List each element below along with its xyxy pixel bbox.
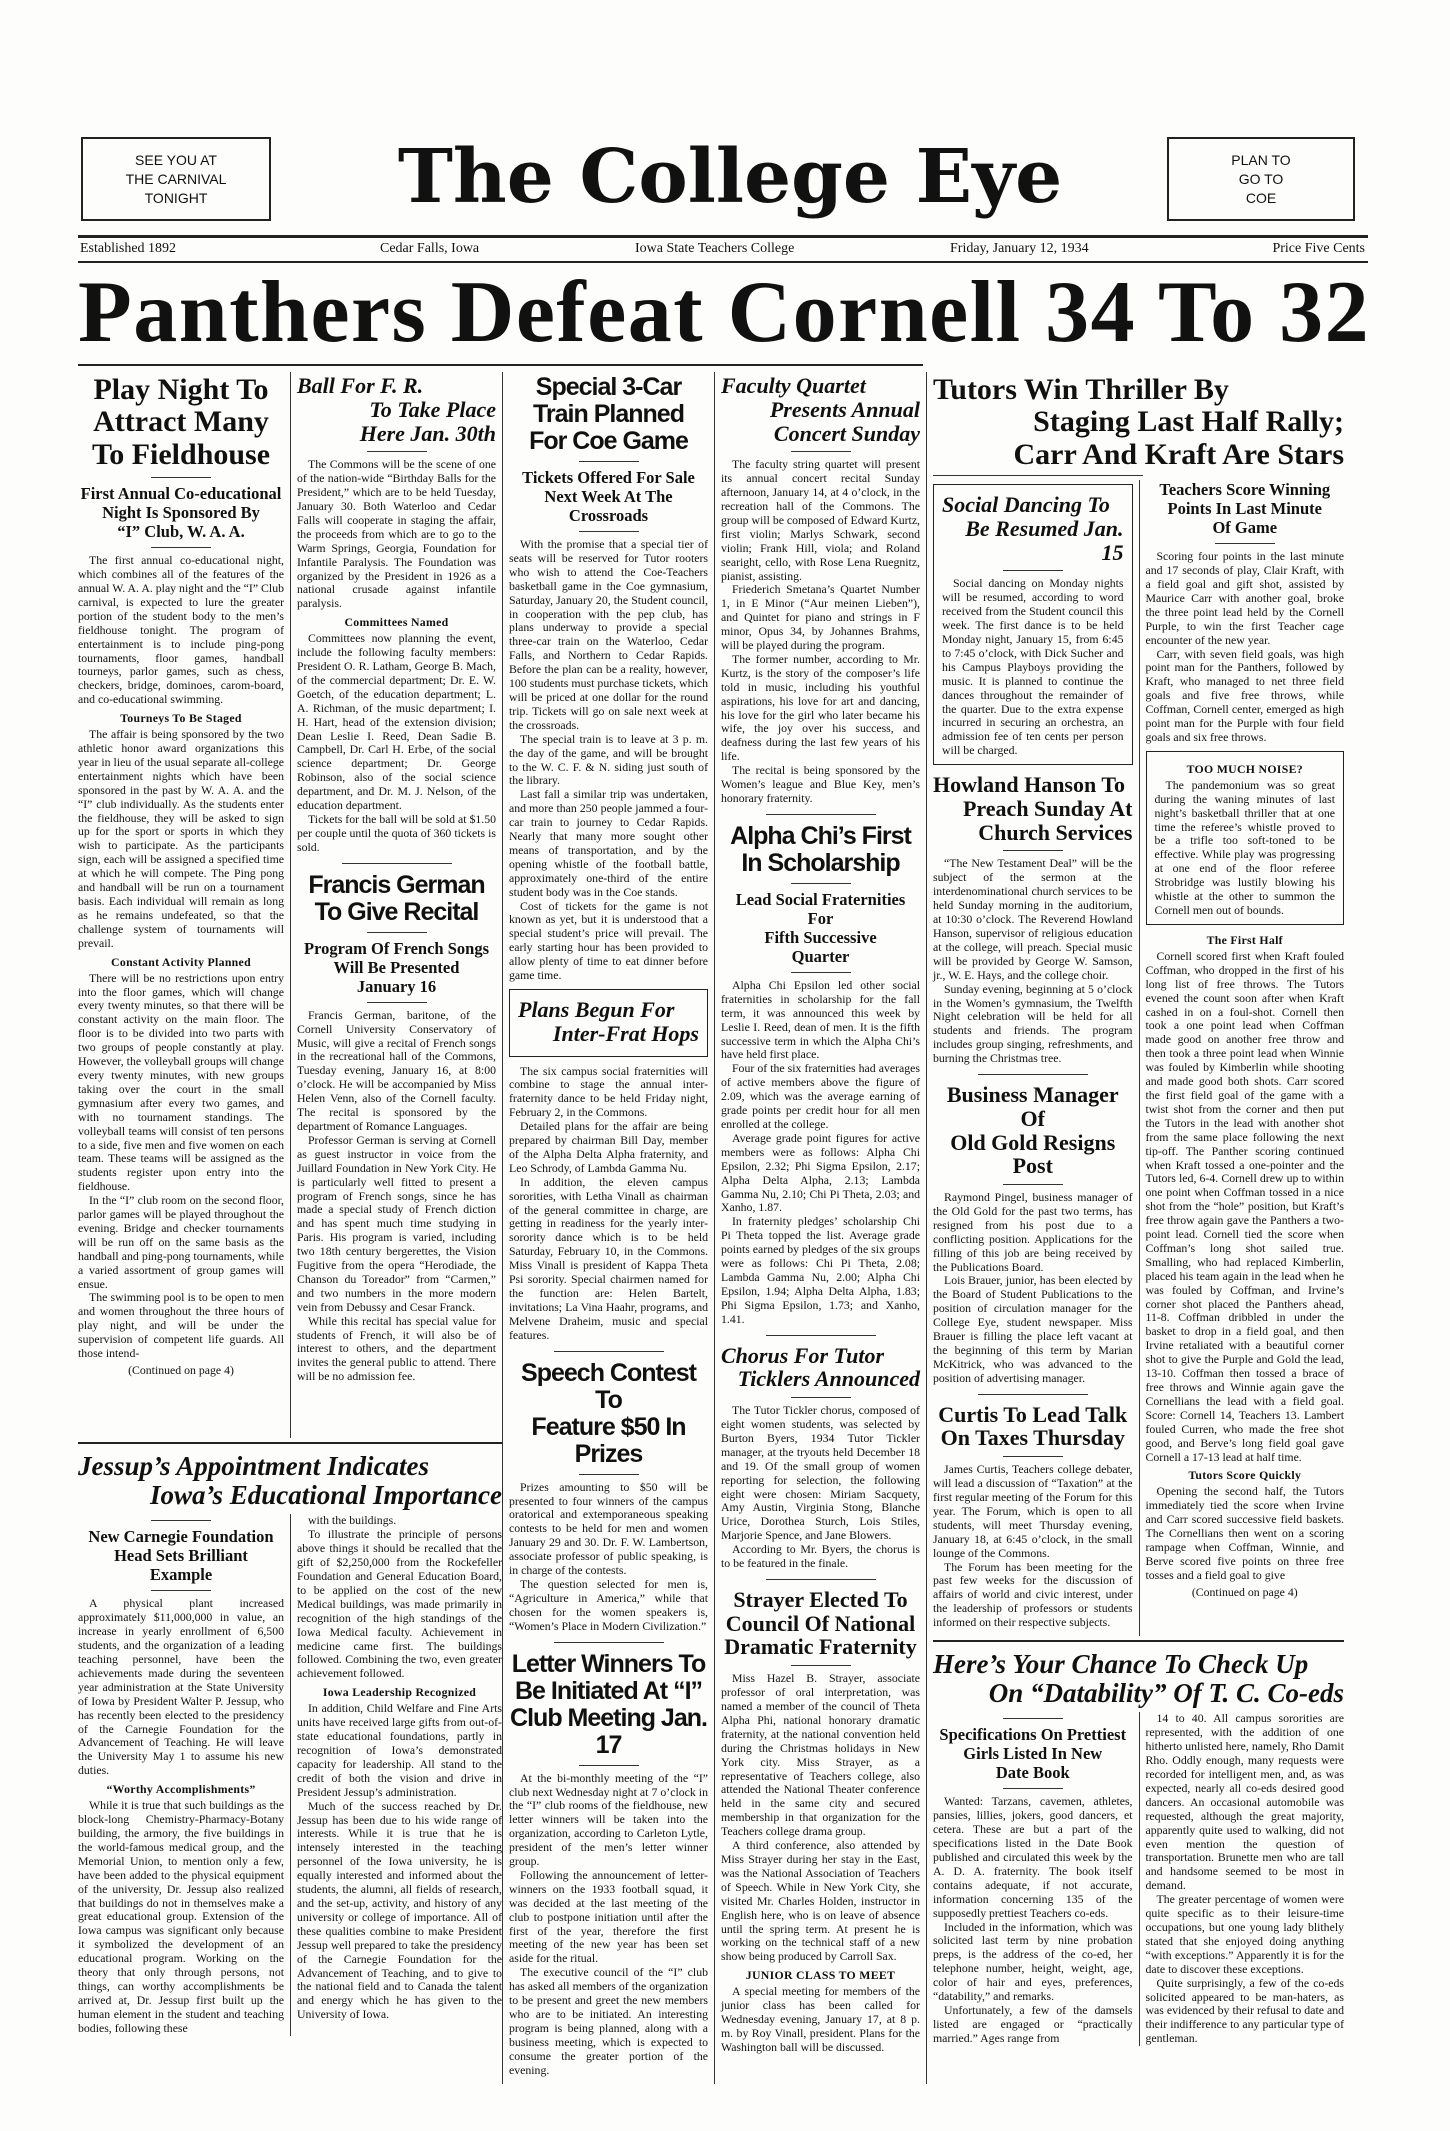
article-play-night (78, 374, 284, 1377)
body-paragraph: The swimming pool is to be open to men and women throughout the three hours of play night, and will be under the supervision of competent life guards. All those intend- (78, 1290, 284, 1361)
divider-rule (791, 883, 851, 884)
divider-rule (791, 1665, 851, 1666)
headline-line: On “Datability” Of T. C. Co-eds (988, 1678, 1344, 1709)
headline-line: Social Dancing To (942, 492, 1110, 518)
headline (78, 374, 284, 471)
subheadline-line: Of Game (1212, 518, 1278, 538)
headline-line: Special 3-Car (535, 373, 682, 401)
divider-rule (151, 547, 211, 548)
headline (942, 493, 1124, 564)
subheadline (721, 890, 920, 966)
subheadline-line: New Carnegie Foundation (88, 1527, 274, 1547)
divider-rule (151, 477, 211, 478)
article-datability-headline (933, 1650, 1344, 1708)
subheadline-line: Example (149, 1565, 213, 1585)
subheadline-line: Lead Social Fraternities For (735, 889, 906, 928)
body-paragraph: Sunday evening, beginning at 5 o’clock in the Women’s gymnasium, the Twelfth Night celebration will be held for all students and friends. The program includes group singing, refreshments, and burning the Christmas tree. (933, 981, 1133, 1066)
body-paragraph: Scoring four points in the last minute and 17 seconds of play, Clair Kraft, with a field goal and gift shot, assisted by Maurice Carr with another goal, broke the three point lead held by the Cornell Purple, to win the first Teacher cage encounter of the new year. (1145, 549, 1344, 647)
headline-line: To Take Place (369, 396, 496, 422)
headline-line: Old Gold Resigns Post (950, 1129, 1116, 1179)
subheadline-line: Night Is Sponsored By (102, 503, 260, 523)
city: Cedar Falls, Iowa (380, 241, 480, 256)
jessup-columns (78, 1514, 502, 2035)
body-paragraph: The recital is being sponsored by the Women’s league and Blue Key, men’s honorary fraternity. (721, 763, 920, 805)
newspaper-nameplate: The College Eye (397, 134, 1063, 220)
ear-left-line: SEE YOU AT (135, 151, 217, 168)
subheadline-line: Head Sets Brilliant (114, 1546, 248, 1566)
headline-line: Ball For F. R. (297, 373, 424, 398)
jessup-section (78, 1442, 502, 2083)
banner-headline: Panthers Defeat Cornell 34 To 32 (78, 264, 1371, 361)
section-subhead: Tutors Score Quickly (1188, 1468, 1302, 1483)
headline-line: Attract Many (93, 405, 269, 439)
ear-left-line: TONIGHT (144, 189, 208, 206)
dateline (80, 240, 1365, 258)
headline-line: Here Jan. 30th (359, 420, 496, 446)
body-paragraph: According to Mr. Byers, the chorus is to be featured in the finale. (721, 1542, 920, 1571)
headline-line: Speech Contest To (521, 1358, 696, 1414)
body-paragraph: Friederich Smetana’s Quartet Number 1, in E Minor (“Aur meinen Lieben”), and Quintet for piano and strings in F minor, Opus 34, by Johannes Brahms, will be played during the program. (721, 582, 920, 653)
body-paragraph: The special train is to leave at 3 p. m. the day of the game, and will be brought to the W. C. F. & N. siding just south of the library. (509, 731, 708, 788)
columns-area (78, 372, 1350, 2084)
headline-line: Francis German (308, 870, 485, 899)
divider-rule (1003, 1184, 1063, 1185)
headline-line: Ticklers Announced (737, 1366, 920, 1392)
body-paragraph: The executive council of the “I” club has asked all members of the organization to be present and greet the new members who are to be initiated. An interesting program is being planned, along with a business meeting, which is expected to consume the greater portion of the evening. (509, 1965, 708, 2077)
body-paragraph: At the bi-monthly meeting of the “I” club next Wednesday night at 7 o’clock in the “I” club rooms of the fieldhouse, new letter winners will be taken into the organization, according to Carleton Lytle, president of the men’s letter winner group. (509, 1770, 708, 1869)
school-name: Iowa State Teachers College (635, 241, 795, 256)
headline-line: Plans Begun For (518, 997, 675, 1022)
body-paragraph: In addition, the eleven campus sororities, with Letha Vinall as chairman of the general committee in charge, are getting in readiness for the yearly inter-sorority dance which is to be held Saturday, February 10, in the Commons. Miss Vinall is president of Kappa Theta Psi sorority. Special chairmen named for the function are: Helen Bartelt, invitations; La Vina Haahr, programs, and Melvene Draheim, music and special features. (509, 1174, 708, 1342)
headline-line: Carr And Kraft Are Stars (1013, 437, 1344, 471)
divider-rule (1003, 1456, 1063, 1457)
subheadline-line: “I” Club, W. A. A. (117, 522, 245, 542)
headline-line: Staging Last Half Rally; (1033, 405, 1344, 439)
body-paragraph: Wanted: Tarzans, cavemen, athletes, pansies, lillies, jokers, good dancers, et cetera. These are but a part of the specifications listed in the Date Book published and circulated this week by the A. D. A. fraternity. The book itself contains adequate, if not accurate, information concerning 135 of the supposedly prettiest Teachers co-eds. (933, 1794, 1133, 1920)
article-hops (509, 1065, 708, 1343)
section-subhead: Constant Activity Planned (111, 954, 251, 969)
headline (933, 1083, 1133, 1178)
subheadline (78, 1527, 284, 1584)
body-paragraph: Detailed plans for the affair are being prepared by chairman Bill Day, member of the Alpha Delta Alpha fraternity, and Leo Schrody, of Lambda Gamma Nu. (509, 1119, 708, 1175)
article-separator (766, 1579, 876, 1580)
body-paragraph: To illustrate the principle of persons above things it should be recalled that the gift of $2,250,000 from the Rockefeller Foundation and General Education Board, to be applied on the cost of the new Medical buildings, was made primarily in recognition of the high standings of the Iowa Medical faculty. Achievement in medicine came first. The buildings followed. Combining the two, even greater achievement followed. (297, 1527, 502, 1681)
body-paragraph: While this recital has special value for students of French, it will also be of interest to others, and the department invites the general public to attend. There will be no admission fee. (297, 1313, 496, 1384)
column-1 (78, 372, 290, 1438)
article-jessup-col2 (290, 1514, 502, 2035)
subheadline-line: Teachers Score Winning (1159, 480, 1331, 500)
body-paragraph: In fraternity pledges’ scholarship Chi Pi Theta topped the list. Average grade points earned by pledges of the six groups were as follows: Chi Pi Theta, 2.08; Lambda Gamma Nu, 2.00; Alpha Chi Epsilon, 1.94; Alpha Delta Alpha, 1.83; Phi Sigma Epsilon, 1.73; and Xanho, 1.41. (721, 1214, 920, 1326)
body-paragraph: Cost of tickets for the game is not known as yet, but it is understood that a special student’s price will prevail. The early starting hour has been provided to allow plenty of time to eat dinner before game time. (509, 898, 708, 983)
section-subhead: The First Half (1206, 932, 1283, 947)
price: Price Five Cents (1272, 241, 1365, 256)
article-datability-col2 (1139, 1712, 1345, 2046)
headline (297, 374, 496, 445)
ear-right-line: COE (1245, 189, 1277, 206)
right-subcolumns (933, 480, 1344, 1636)
article-separator (554, 1642, 664, 1643)
headline-line: Dramatic Fraternity (724, 1634, 917, 1660)
body-paragraph: Raymond Pingel, business manager of the Old Gold for the past two terms, has resigned from his post due to a conflicting position. Applications for the filling of this job are being received by the Publications Board. (933, 1190, 1133, 1274)
divider-rule (1215, 543, 1275, 544)
divider-rule (1003, 1788, 1063, 1789)
body-paragraph: Francis German, baritone, of the Cornell University Conservatory of Music, will give a recital of French songs in the recreational hall of the Commons, Tuesday evening, January 16, at 8:00 o’clock. He will be accompanied by Miss Helen Venn, also of the Cornell faculty. The recital is sponsored by the department of Romance Languages. (297, 1007, 496, 1133)
divider-rule (579, 461, 639, 462)
headline-line: Howland Hanson To (933, 772, 1125, 798)
ear-right-line: PLAN TO (1231, 151, 1291, 168)
headline-line: Alpha Chi’s First (730, 821, 911, 850)
ear-right-line: GO TO (1238, 170, 1284, 187)
article-hanson (933, 773, 1133, 1066)
article-datability-col1 (933, 1712, 1139, 2046)
headline-line: Iowa’s Educational Importance (149, 1480, 502, 1511)
body-paragraph: Last fall a similar trip was undertaken, and more than 250 people jammed a four-car train to journey to Cedar Rapids. Nearly that many more sought other means of transportation, and by the opening whistle of the football battle, approximately one-third of the entire student body was in the Coe stands. (509, 787, 708, 899)
body-paragraph: James Curtis, Teachers college debater, will lead a discussion of “Taxation” at the first regular meeting of the Forum for this year. The Forum, which is open to all students, will meet Thursday evening, January 18, at 6:45 o’clock, in the small lounge of the Commons. (933, 1462, 1133, 1560)
headline-line: Play Night To (93, 373, 269, 406)
body-paragraph: Miss Hazel B. Strayer, associate professor of oral interpretation, was named a member of the council of Theta Alpha Phi, national honorary dramatic fraternity, at the national convention held during the Christmas holidays in New York city. Miss Strayer, as a representative of Teachers college, also attended the National Theater conference held in the same city and secured membership in that organization for the Teachers college drama group. (721, 1671, 920, 1839)
headline-line: Preach Sunday At (962, 795, 1133, 821)
subheadline-line: Quarter (791, 946, 850, 966)
headline-line: Be Resumed Jan. 15 (965, 515, 1124, 565)
masthead-rule-top (78, 235, 1368, 238)
body-paragraph: Professor German is serving at Cornell as guest instructor in voice from the Juillard Foundation in New York City. He is particularly well fitted to present a program of French songs, since he has made a special study of French diction and has spent much time studying in Paris. His program is varied, including two 18th century bergerettes, the Vision Fugitive from the opera “Herodiade, the Chanson du Toreador” from “Carmen,” and two numbers in the more modern vein from Debussy and Cesar Franck. (297, 1132, 496, 1314)
subheadline-line: Tickets Offered For Sale (522, 468, 695, 487)
body-paragraph: Opening the second half, the Tutors immediately tied the score when Irvine and Carr scored successive field baskets. The Cornellians then went on a scoring rampage when Coffman, Winnie, and Berve scored five points on three free tosses and a field goal to give (1145, 1484, 1344, 1582)
headline-line: Letter Winners To (511, 1649, 706, 1678)
ear-left-line: THE CARNIVAL (125, 170, 227, 187)
column-6 (1139, 480, 1345, 1636)
body-paragraph: A special meeting for members of the junior class has been called for Wednesday evening, January 17, at 8 p. m. by Roy Vinall, president. Plans for the Washington ball will be discussed. (721, 1984, 920, 2054)
issue-date: Friday, January 12, 1934 (950, 241, 1089, 256)
body-paragraph: Lois Brauer, junior, has been elected by the Board of Student Publications to the position of circulation manager for the College Eye, student newspaper. Miss Brauer is filling the place left vacant at the beginning of this term by Marian McKitrick, who was advanced to the position of advertising manager. (933, 1273, 1133, 1385)
divider-rule (1003, 570, 1063, 571)
headline-line: Here’s Your Chance To Check Up (933, 1649, 1309, 1680)
section-subhead: “Worthy Accomplishments” (106, 1782, 256, 1797)
body-paragraph: The Tutor Tickler chorus, composed of eight women students, was selected by Burton Byers, 1934 Tutor Tickler manager, at the tryouts held December 18 and 19. Of the small group of women reporting for selection, the following eight were chosen: Miriam Sacquety, Amy Austin, Virginia Stong, Blanche Urice, Dorothea Sturch, Lois Stiles, Marjorie Spence, and Jane Blowers. (721, 1403, 920, 1543)
headline (509, 374, 708, 455)
article-separator (766, 814, 876, 815)
ear-left-box (81, 137, 271, 221)
body-paragraph: In the “I” club room on the second floor, parlor games will be played throughout the evening. Bridge and checker tournaments will be run off on the same basis as the handball and ping-pong tournaments, while a varied assortment of group games will ensue. (78, 1193, 284, 1291)
headline-line: Presents Annual (769, 396, 920, 422)
headline (518, 998, 699, 1046)
article-letter-winners (509, 1651, 708, 2078)
divider-rule (579, 1474, 639, 1475)
datability-columns (933, 1712, 1344, 2046)
headline (721, 1344, 920, 1392)
headline (933, 773, 1133, 844)
headline (509, 1651, 708, 1759)
section-subhead: TOO MUCH NOISE? (1186, 761, 1303, 776)
divider-rule (367, 451, 427, 452)
article-chorus (721, 1344, 920, 1571)
headline-line: In Scholarship (741, 848, 900, 877)
divider-rule (367, 932, 427, 933)
article-speech (509, 1360, 708, 1634)
subheadline-line: Next Week At The (544, 487, 673, 506)
column-5 (933, 480, 1139, 1636)
headline (78, 1452, 502, 1510)
headline (297, 872, 496, 926)
headline-line: Chorus For Tutor (721, 1342, 885, 1368)
datability-section (933, 1640, 1344, 2046)
body-paragraph: with the buildings. (308, 1513, 397, 1528)
body-paragraph: Unfortunately, a few of the damsels listed are engaged or “practically married.” Ages range from (933, 2003, 1133, 2045)
divider-rule (791, 1397, 851, 1398)
body-paragraph: The affair is being sponsored by the two athletic honor award organizations this year in lieu of the usual separate all-college entertainment nights which have been sponsored in the past by W. A. A. and the “I” club individually. As the students enter the fieldhouse, they will be asked to sign up for the sport or sports in which they wish to participate. As the participants sign, each will be assigned a specified time at which he will compete. The Ping pong and handball will be run on a tournament basis. Each individual will remain as long as he remains undefeated, so that the challenge system of tournaments will prevail. (78, 727, 284, 950)
headline-line: Church Services (978, 819, 1133, 845)
article-teachers-score (1146, 480, 1345, 745)
body-paragraph: The faculty string quartet will present its annual concert recital Sunday afternoon, January 14, at 4 o’clock, in the recreation hall of the Commons. The group will be composed of Edward Kurtz, first violin; Marlys Schwark, second violin; Frank Hill, viola; and Roland searight, cello, with Rose Lena Ruegnitz, pianist, assisting. (721, 457, 920, 583)
divider-rule (579, 531, 639, 532)
body-paragraph: Prizes amounting to $50 will be presented to four winners of the campus oratorical and extemporaneous speaking contests to be held for men and women January 29 and 30. Dr. F. W. Lambertson, associate professor of public speaking, is in charge of the contests. (509, 1479, 708, 1578)
body-paragraph: Included in the information, which was solicited last term by nine probation preps, is the address of the co-ed, her telephone number, height, weight, age, color of hair and eyes, preferences, “datability,” and remarks. (933, 1919, 1133, 2004)
article-alpha-chi (721, 823, 920, 1327)
body-paragraph: The six campus social fraternities will combine to stage the annual inter-fraternity dance to be held Friday night, February 2, in the Commons. (509, 1063, 708, 1120)
subheadline-line: Girls Listed In New (963, 1744, 1103, 1764)
body-paragraph: There will be no restrictions upon entry into the floor games, which will change every twenty minutes, so that there will be constant activity on the main floor. The floor is to be divided into two parts with two groups of people constantly at play. However, the volleyball groups will change every twenty minutes, with new groups taking over the court in the small gymnasium after every two games, and with no tournament standings. The volleyball teams will consist of ten persons to a side, five men and five women on each team. These teams will be assigned as the students register upon entry into the fieldhouse. (78, 970, 284, 1194)
article-tutors-headline (933, 374, 1344, 471)
article-separator (554, 1351, 664, 1352)
headline-line: Faculty Quartet (721, 373, 866, 398)
divider-rule (151, 1520, 211, 1521)
article-german (297, 872, 496, 1384)
subheadline-line: Specifications On Prettiest (939, 1725, 1127, 1745)
column-3 (502, 372, 714, 2084)
subheadline-line: First Annual Co-educational (80, 484, 282, 504)
headline-line: Concert Sunday (773, 420, 920, 446)
subheadline-line: Points In Last Minute (1167, 499, 1322, 519)
article-separator (978, 1074, 1088, 1075)
divider-rule (579, 1765, 639, 1766)
body-paragraph: 14 to 40. All campus sororities are represented, with the addition of one hitherto unlisted here, namely, Rho Damit Rho. Oddly enough, many requests were recorded for intelligent men, and, as was expected, nearly all co-eds desired good dancers. An occasional automobile was requested, although the great majority, apparently quite used to walking, did not even mention the question of transportation. Brunette men who are tall and handsome seemed to be most in demand. (1145, 1711, 1344, 1893)
headline-line: Inter-Frat Hops (552, 1020, 699, 1046)
headline-line: On Taxes Thursday (940, 1425, 1125, 1451)
headline (721, 1588, 920, 1659)
subheadline-line: Fifth Successive (764, 927, 877, 947)
headline-line: Curtis To Lead Talk (938, 1401, 1128, 1427)
body-paragraph: A third conference, also attended by Miss Strayer during her stay in the East, was the National Association of Teachers of Speech. While in New York City, she visited Mr. Charles Holden, instructor in English here, who is on leave of absence until the spring term. At present he is working on the technical staff of a new show being produced by Carroll Sax. (721, 1838, 920, 1964)
subheadline (933, 1725, 1133, 1782)
column-2 (290, 372, 502, 1438)
section-rule (933, 475, 1143, 476)
headline (509, 1360, 708, 1468)
body-paragraph: Tickets for the ball will be sold at $1.50 per couple until the quota of 360 tickets is sold. (297, 812, 496, 854)
divider-rule (1003, 1718, 1063, 1719)
headline (721, 374, 920, 445)
headline-line: Tutors Win Thriller By (933, 373, 1229, 406)
headline-line: Strayer Elected To (733, 1586, 908, 1612)
body-paragraph: The first annual co-educational night, which combines all of the features of the annual W. A. A. play night and the “I” Club carnival, is expected to lure the greater portion of the student body to the men’s fieldhouse tonight. The program of entertainment is to include ping-pong tournaments, floor games, handball tourneys, parlor games, such as chess, checkers, bridge, dominoes, carom-board, and co-educational swimming. (78, 553, 284, 707)
body-paragraph: Following the announcement of letter-winners on the 1933 football squad, it was decided at the last meeting of the club to postpone initiation until after the first of the year, therefore the first meeting of the new year has been set aside for the ritual. (509, 1867, 708, 1966)
body-paragraph: The Forum has been meeting for the past few weeks for the discussion of affairs of world and civic interest, under the leadership of professors or students informed on their respective subjects. (933, 1559, 1133, 1630)
section-subhead: Iowa Leadership Recognized (322, 1685, 477, 1700)
article-hops-box (509, 989, 708, 1057)
headline-line: Jessup’s Appointment Indicates (78, 1451, 430, 1482)
continued-notice: (Continued on page 4) (128, 1363, 234, 1378)
article-quartet (721, 374, 920, 806)
article-ball (297, 374, 496, 855)
article-too-much-noise-box (1146, 751, 1345, 925)
headline (933, 1403, 1133, 1451)
body-paragraph: A physical plant increased approximately $11,000,000 in value, an increase in yearly enrollment of 6,500 students, and the organization of a leading teaching personnel, have been the achievements made during the seventeen year administration at the State University of Iowa by President Walter P. Jessup, who has recently been elected to the presidency of the Carnegie Foundation for the Advancement of Teaching. He will leave the University May 1 to assume his new duties. (78, 1596, 284, 1778)
banner-rule (78, 364, 923, 366)
article-jessup-col1 (78, 1514, 290, 2035)
subheadline-line: Will Be Presented (333, 957, 460, 977)
divider-rule (791, 451, 851, 452)
article-jessup-headline (78, 1452, 502, 1510)
body-paragraph: Social dancing on Monday nights will be resumed, according to word received from the Student council this week. The first dance is to be held Monday night, January 15, from 6:45 to 7:45 o’clock, with Dick Sucher and his Campus Playboys providing the music. It is planned to continue the dances throughout the remainder of the quarter. Due to the extra expense incurred in securing an orchestra, an admission fee of ten cents per person will be charged. (942, 576, 1124, 758)
body-paragraph: Carr, with seven field goals, was high point man for the Panthers, followed by Kraft, who managed to net three field goals and five free throws, while Coffman, Cornell center, emerged as high point man for the Purple with four field goals and six free throws. (1145, 646, 1344, 744)
headline (721, 823, 920, 877)
headline-line: To Give Recital (314, 897, 479, 926)
headline (933, 1650, 1344, 1708)
body-paragraph: Average grade point figures for active members were as follows: Alpha Chi Epsilon, 2.32; Phi Sigma Epsilon, 2.17; Alpha Delta Alpha, 2.13; Lambda Gamma Nu, 2.10; Chi Pi Theta, 2.03; and Xanho, 1.87. (721, 1130, 920, 1215)
body-paragraph: The question selected for men is, “Agriculture in America,” while that chosen for the women speakers is, “Women’s Place in Modern Civilization.” (509, 1576, 708, 1633)
subheadline (78, 484, 284, 541)
headline-line: For Coe Game (529, 427, 688, 455)
column-4 (714, 372, 926, 2084)
body-paragraph: Much of the success reached by Dr. Jessup has been due to his wide range of interests. While it is true that he is intensely interested in the teaching personnel of the Iowa university, he is equally interested and informed about the students, the alumni, all fields of research, and the set-up, activity, and history of any university or college of importance. All of these qualities combine to make President Jessup well prepared to take the presidency of the Carnegie Foundation for the Advancement of Teaching, and to give to the national field and to Canada the talent and energy which he has given to the University of Iowa. (297, 1798, 502, 2022)
section-subhead: Committees Named (344, 615, 449, 630)
headline-line: Business Manager Of (946, 1082, 1119, 1131)
headline-line: Be Initiated At “I” (514, 1676, 703, 1705)
subheadline-line: January 16 (356, 976, 437, 996)
body-paragraph: Quite surprisingly, a few of the co-eds solicited appeared to be man-haters, as was evidenced by their refusal to date and their indifference to any particular type of gentleman. (1145, 1975, 1344, 2046)
article-separator (766, 1335, 876, 1336)
body-paragraph: Cornell scored first when Kraft fouled Coffman, who dropped in the first of his long list of free throws. The Tutors evened the count soon after when Kraft cashed in on a foul-shot. Cornell then took a one point lead when Coffman made good on another free throw and then took a three point lead when Winnie was fouled by Kimberlin while shooting and made good both shots. Carr scored the first field goal of the game with a twist shot from the corner and then put the Tutors in the lead with another shot from the same place following the next tip-off. The Panther scoring continued when Kraft tossed a one-pointer and the Tutors led, 6-4. Cornell drew up to within one point when Coffman tossed in a nice shot from the “hole” position, but Kraft’s free throw again gave the Panthers a two-point lead. Cornell tied the score when Coffman’s long shot sailed true. Smalling, who had replaced Kimberlin, placed his team again in the lead when he was fouled by Coffman, and Irvine’s corner shot placed the Panthers ahead, 11-8. Coffman dribbled in under the basket to drop in a field goal, and then Irvine retaliated with a beautiful corner shot to give the Purple and Gold the lead, 13-10. Coffman then tossed a brace of free throws and Winnie again gave the Cornellians the lead with a field goal. Score: Cornell 14, Teachers 13. Lambert fouled Curren, who made the free shot good, and Berve’s long field goal gave Cornell a 17-13 lead at half time. (1145, 948, 1344, 1464)
body-paragraph: The former number, according to Mr. Kurtz, is the story of the composer’s life told in music, including his youthful aspirations, his love for art and dancing, his love for the girl who later became his wife, the joy over his success, and deafness during the last few years of his life. (721, 651, 920, 764)
continued-notice: (Continued on page 4) (1191, 1584, 1298, 1599)
divider-rule (1003, 850, 1063, 851)
subheadline (1146, 480, 1345, 537)
body-paragraph: With the promise that a special tier of seats will be reserved for Tutor rooters who wish to attend the Coe-Teachers basketball game in the Coe gymnasium, Saturday, January 20, the Student council, in cooperation with the pep club, has plans underway to provide a special three-car train on the Waterloo, Cedar Falls, and Northern to Cedar Rapids. Before the plan can be a reality, however, 100 students must purchase tickets, which will be priced at one dollar for the round trip. Tickets will go on sale next week at the crossroads. (509, 537, 708, 732)
article-separator (978, 1394, 1088, 1395)
body-paragraph: The Commons will be the scene of one of the nation-wide “Birthday Balls for the President,” which are to be held Tuesday, January 30. Both Waterloo and Cedar Falls will cooperate in staging the affair, the proceeds from which are to go to the Warm Springs, Georgia, Foundation for Infantile Paralysis. The Foundation was organized by the President in 1926 as a national crusade against infantile paralysis. (297, 457, 496, 611)
masthead-rule-bottom (78, 261, 1368, 263)
subheadline-line: Program Of French Songs (303, 938, 489, 958)
headline (933, 374, 1344, 471)
body-paragraph: “The New Testament Deal” will be the subject of the sermon at the interdenominational church services to be held Sunday morning in the auditorium, at 10:30 o’clock. The Reverend Howland Hanson, supervisor of religious education at the college, will preach. Special music will be provided by George W. Samson, jr., W. E. Hays, and the college choir. (933, 856, 1133, 982)
article-business-manager (933, 1083, 1133, 1386)
divider-rule (151, 1590, 211, 1591)
subheadline (509, 468, 708, 525)
headline-line: Club Meeting Jan. 17 (510, 1703, 707, 1759)
headline-line: Feature $50 In Prizes (531, 1412, 686, 1468)
headline-line: Train Planned (533, 400, 684, 428)
article-curtis (933, 1403, 1133, 1630)
article-social-dancing-box (933, 484, 1133, 765)
divider-rule (791, 972, 851, 973)
section-subhead: JUNIOR CLASS TO MEET (745, 1968, 896, 1983)
right-columns (926, 372, 1350, 2084)
left-columns (78, 372, 502, 2084)
body-paragraph: Four of the six fraternities had averages of active members above the figure of 2.09, which was the average earning of grade points per credit hour for all men enrolled at the college. (721, 1061, 920, 1131)
article-strayer (721, 1588, 920, 2055)
body-paragraph: In addition, Child Welfare and Fine Arts units have received large gifts from out-of-state educational foundations, partly in recognition of Iowa’s demonstrated capacity for leadership. All stand to the credit of both the vision and drive in President Jessup’s administration. (297, 1701, 502, 1799)
subheadline-line: Date Book (995, 1763, 1070, 1783)
article-first-half (1146, 933, 1345, 1599)
headline-line: Council Of National (725, 1610, 916, 1636)
body-paragraph: While it is true that such buildings as the block-long Chemistry-Pharmacy-Botany building, the armory, the five buildings in the world-famous medical group, and the Memorial Union, to mention only a few, have been added to the physical equipment of the university, Dr. Jessup also realized that buildings do not in themselves make a great educational group. Extension of the Iowa campus was significant only because it symbolized the development of an educational program. Working on the theory that only through persons, not things, can worthy accomplishments be arrived at, Dr. Jessup first built up the human element in the student and teaching bodies, following these (78, 1798, 284, 2035)
section-subhead: Tourneys To Be Staged (120, 711, 242, 726)
divider-rule (367, 1002, 427, 1003)
article-train (509, 374, 708, 983)
body-paragraph: The pandemonium was so great during the waning minutes of last night’s basketball thriller that at one time the referee’s whistle proved to be a trifle too soft-toned to be effective. While play was progressing at one end of the floor referee Strobridge was lustily blowing his whistle at the other to summon the Cornell men out of bounds. (1154, 777, 1335, 918)
body-paragraph: The greater percentage of women were quite specific as to their leisure-time occupations, but one young lady blithely stated that she enjoyed doing anything “with exceptions.” Apparently it is for the date to discover these exceptions. (1145, 1892, 1344, 1976)
subheadline-line: Crossroads (568, 506, 649, 525)
article-separator (342, 863, 452, 864)
subheadline (297, 939, 496, 996)
body-paragraph: Committees now planning the event, include the following faculty members: President O. R. Latham, George B. Mach, of the commercial department; Dr. E. W. Goetch, of the education department; L. A. Richman, of the music department; I. H. Hart, head of the extension division; Dean Leslie I. Reed, Dean Sadie B. Campbell, Dr. Carl H. Erbe, of the social science department; Dr. George Robinson, also of the social science department, and Dr. M. J. Nelson, of the education department. (297, 631, 496, 813)
established: Established 1892 (80, 241, 177, 256)
ear-right-box (1167, 137, 1355, 221)
headline-line: To Fieldhouse (91, 437, 271, 471)
body-paragraph: Alpha Chi Epsilon led other social fraternities in scholarship for the fall term, it was announced this week by Leslie I. Reed, dean of men. It is the fifth successive term in which the Alpha Chi’s have held first place. (721, 977, 920, 1062)
